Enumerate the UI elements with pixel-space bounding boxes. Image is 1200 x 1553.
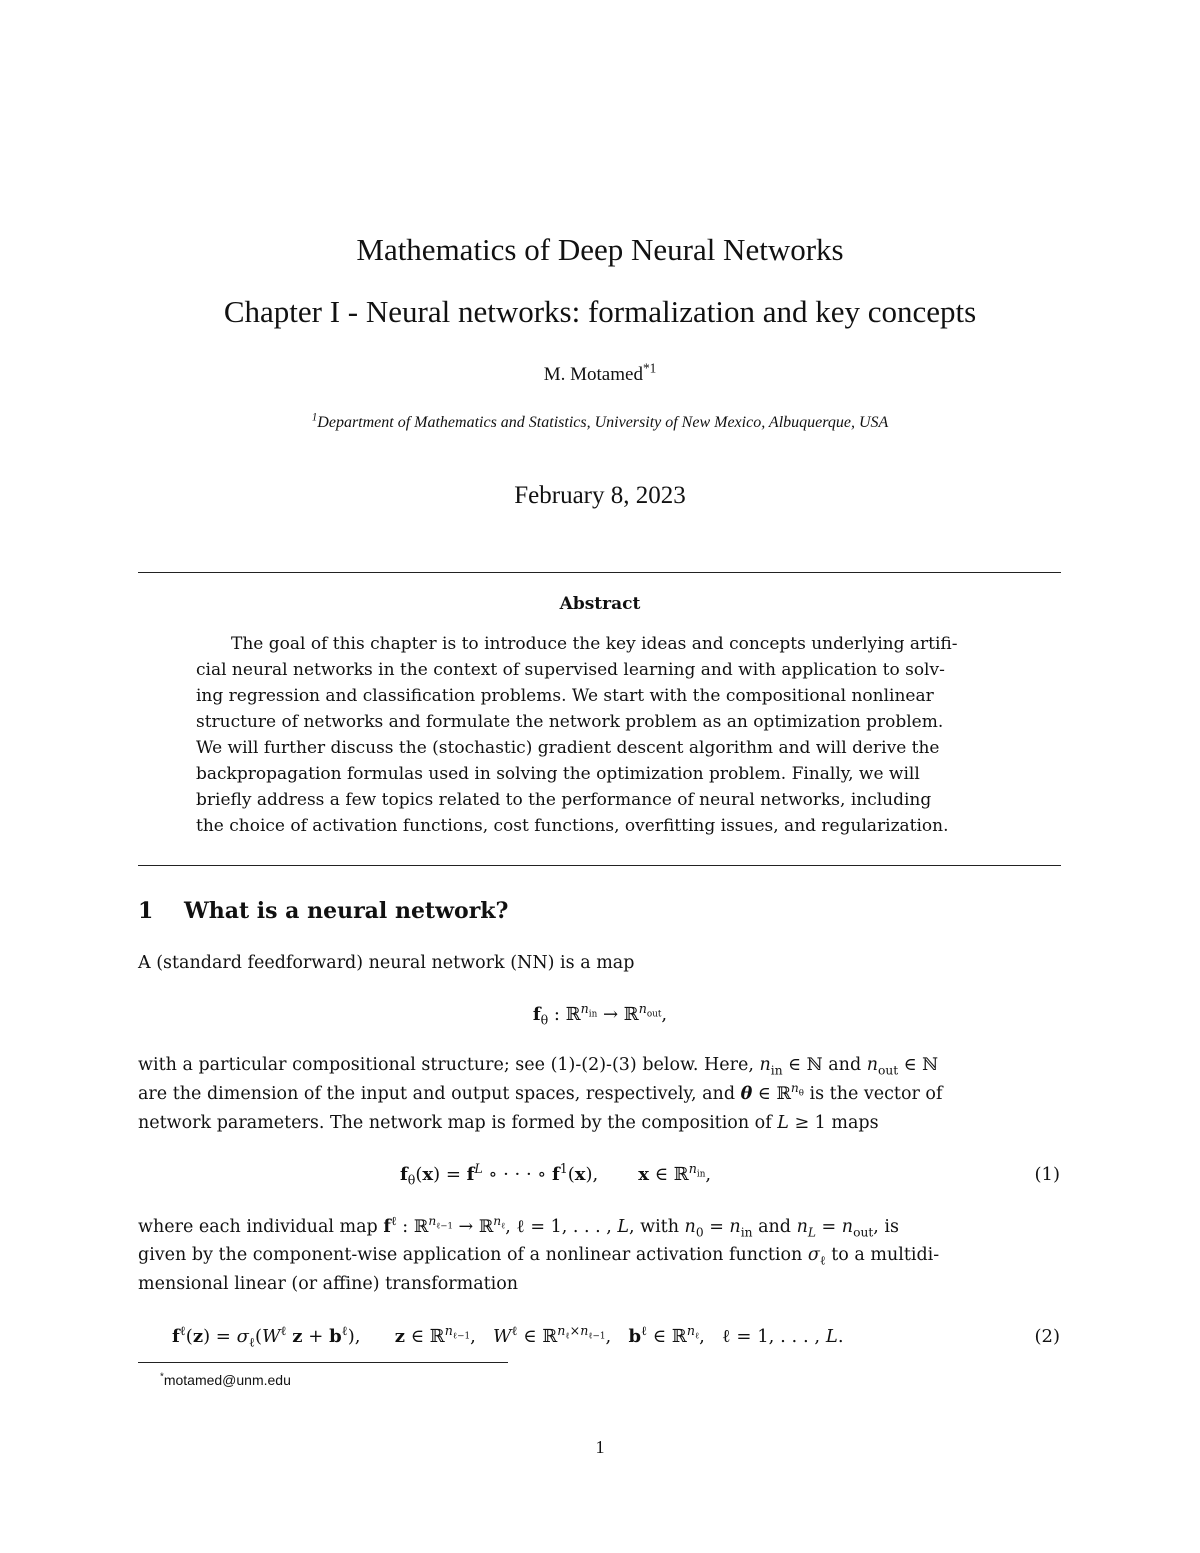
abstract-line: cial neural networks in the context of supervised learning and with application to solv- [196, 660, 945, 680]
paragraph-line: network parameters. The network map is formed by the composition of L ≥ 1 maps [138, 1113, 879, 1133]
footnote-email[interactable]: motamed@unm.edu [163, 1372, 291, 1388]
paragraph-line: where each individual map $f^\ell$ : ℝ$^{n_{\ell-1}}$ → ℝ$^{n_\ell}$, ℓ = 1, . . . , L, with $n_0 = n_{in}$ and $n_L = n_{out}$, is [138, 1214, 899, 1240]
abstract-line: the choice of activation functions, cost functions, overfitting issues, and regularization. [196, 816, 949, 836]
equation-1: $f_\theta(x) = f^L$ ∘ · · · ∘ $f^1(x)$, x ∈ ℝ$^{n_{in}}$, [400, 1161, 712, 1188]
section-title: What is a neural network? [184, 898, 509, 924]
affiliation-mark: 1 [311, 411, 318, 424]
author [0, 360, 1200, 386]
abstract-line: ing regression and classification problems. We start with the compositional nonlinear [196, 686, 934, 706]
paragraph-line: A (standard feedforward) neural network (NN) is a map [138, 953, 635, 973]
author-marks: *1 [642, 360, 657, 376]
section-number: 1 [138, 898, 154, 924]
footnote-mark: * [160, 1371, 164, 1383]
equation-map: $f_\theta$ : ℝ$^{n_{in}}$ → ℝ$^{n_{out}}$, [532, 1001, 668, 1028]
abstract-line: We will further discuss the (stochastic) gradient descent algorithm and will derive the [196, 738, 940, 758]
abstract-line: backpropagation formulas used in solving the optimization problem. Finally, we will [196, 764, 920, 784]
page-number: 1 [595, 1437, 605, 1457]
paragraph-line: mensional linear (or affine) transformation [138, 1274, 519, 1294]
author-name: M. Motamed [543, 364, 643, 385]
footnote [160, 1372, 291, 1388]
section-heading [138, 898, 508, 924]
paragraph-line: given by the component-wise application of a nonlinear activation function $\sigma_\ell$ to a multidi- [138, 1245, 940, 1268]
affiliation-text: Department of Mathematics and Statistics, University of New Mexico, Albuquerque, USA [317, 414, 889, 431]
abstract-heading: Abstract [559, 594, 641, 614]
paragraph-line: are the dimension of the input and output spaces, respectively, and θ ∈ ℝ$^{n_\theta}$ is the vector of [138, 1081, 943, 1104]
abstract-line: briefly address a few topics related to the performance of neural networks, including [196, 790, 932, 810]
abstract-line: structure of networks and formulate the network problem as an optimization problem. [196, 712, 944, 732]
paragraph-line: with a particular compositional structure; see (1)-(2)-(3) below. Here, $n_{in}$ ∈ ℕ and $n_{out}$ ∈ ℕ [138, 1055, 939, 1078]
equation-number: (1) [1034, 1164, 1060, 1185]
paper-subtitle: Chapter I - Neural networks: formalization and key concepts [223, 294, 977, 329]
abstract-line: The goal of this chapter is to introduce the key ideas and concepts underlying artifi- [231, 634, 958, 654]
affiliation [0, 411, 1200, 432]
abstract-rule-bottom [138, 865, 1061, 866]
equation-2: $f^\ell(z) = \sigma_\ell(W^\ell$ $z + b^\ell$), z ∈ ℝ$^{n_{\ell-1}}$, $W^\ell$ ∈ ℝ$^{n_\ell\times n_{\ell-1}}$, $b^\ell$ ∈ ℝ$^{n_\ell}$, ℓ = 1, . . . , L. [172, 1323, 844, 1350]
paper-title: Mathematics of Deep Neural Networks [356, 232, 844, 267]
equation-number: (2) [1034, 1326, 1060, 1347]
footnote-rule [138, 1362, 508, 1363]
abstract-rule-top [138, 572, 1061, 573]
date: February 8, 2023 [514, 482, 686, 509]
